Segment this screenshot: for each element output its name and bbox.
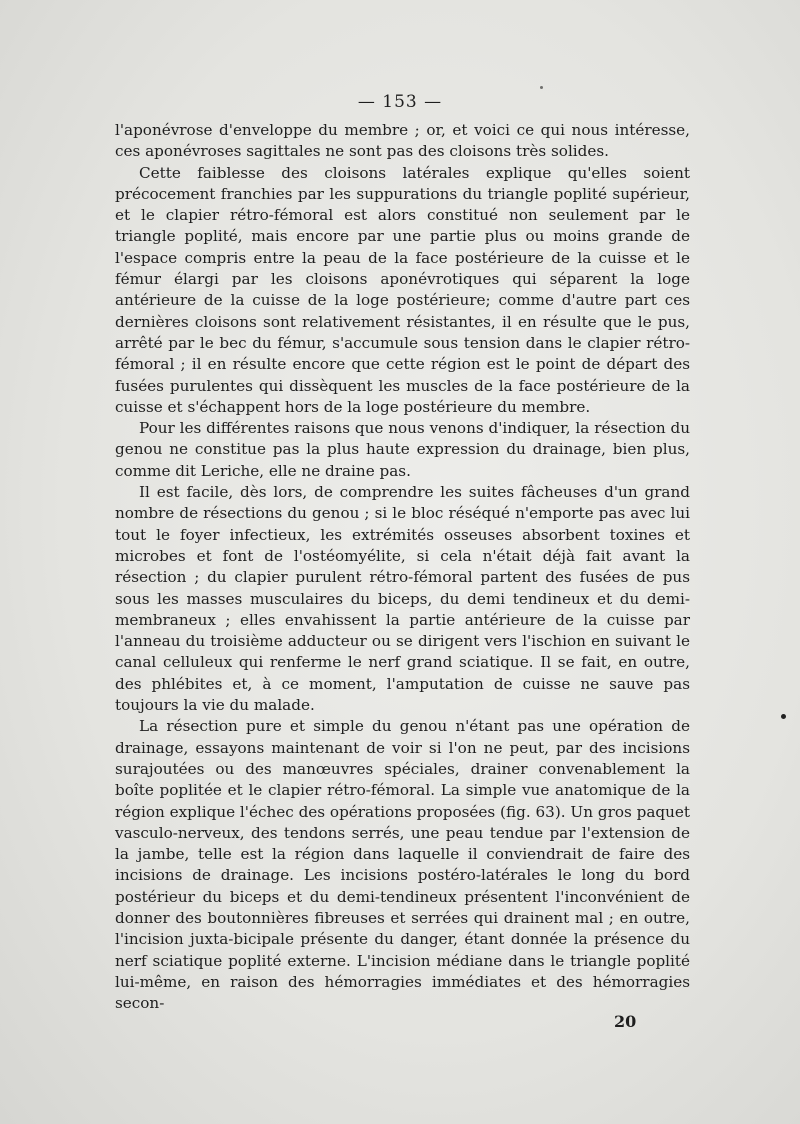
paragraph-3: Pour les différentes raisons que nous venons d'indiquer, la résection du genou ne constitue pas la plus haute expression du drainage, bien plus, comme dit Leriche, elle ne draine pas. (115, 419, 690, 480)
ink-speck (781, 714, 786, 719)
body-text (115, 120, 690, 1014)
page-number: — 153 — (357, 92, 443, 112)
signature-mark: 20 (614, 1012, 637, 1031)
paragraph-2: Cette faiblesse des cloisons latérales explique qu'elles soient précocement franchies par les suppurations du triangle poplité supérieur, et le clapier rétro-fémoral est alors constitué non seulement par le triangle poplité, mais encore par une partie plus ou moins grande de l'espace compris entre la peau de la face postérieure de la cuisse et le fémur élargi par les cloisons aponévrotiques qui séparent la loge antérieure de la cuisse de la loge postérieure; comme d'autre part ces dernières cloisons sont relativement résistantes, il en résulte que le pus, arrêté par le bec du fémur, s'accumule sous tension dans le clapier rétro-fémoral ; il en résulte encore que cette région est le point de départ des fusées purulentes qui dissèquent les muscles de la face postérieure de la cuisse et s'échappent hors de la loge postérieure du membre. (115, 163, 690, 416)
paragraph-4: Il est facile, dès lors, de comprendre les suites fâcheuses d'un grand nombre de résections du genou ; si le bloc réséqué n'emporte pas avec lui tout le foyer infectieux, les extrémités osseuses absorbent toxines et microbes et font de l'ostéomyélite, si cela n'était déjà fait avant la résection ; du clapier purulent rétro-fémoral partent des fusées de pus sous les masses musculaires du biceps, du demi tendineux et du demi-membraneux ; elles envahissent la partie antérieure de la cuisse par l'anneau du troisième adducteur ou se dirigent vers l'ischion en suivant le canal celluleux qui renferme le nerf grand sciatique. Il se fait, en outre, des phlébites et, à ce moment, l'amputation de cuisse ne sauve pas toujours la vie du malade. (115, 483, 690, 715)
ink-speck (540, 86, 543, 89)
paragraph-5: La résection pure et simple du genou n'étant pas une opération de drainage, essayons maintenant de voir si l'on ne peut, par des incisions surajoutées ou des manœuvres spéciales, drainer convenablement la boîte poplitée et le clapier rétro-fémoral. La simple vue anatomique de la région explique l'échec des opérations proposées (fig. 63). Un gros paquet vasculo-nerveux, des tendons serrés, une peau tendue par l'extension de la jambe, telle est la région dans laquelle il conviendrait de faire des incisions de drainage. Les incisions postéro-latérales le long du bord postérieur du biceps et du demi-tendineux présentent l'inconvénient de donner des boutonnières fibreuses et serrées qui drainent mal ; en outre, l'incision juxta-bicipale présente du danger, étant donnée la présence du nerf sciatique poplité externe. L'incision médiane dans le triangle poplité lui-même, en raison des hémorragies immédiates et des hémorragies secon- (115, 717, 690, 1013)
paragraph-1: l'aponévrose d'enveloppe du membre ; or, et voici ce qui nous intéresse, ces aponévroses sagittales ne sont pas des cloisons très solides. (115, 121, 690, 161)
